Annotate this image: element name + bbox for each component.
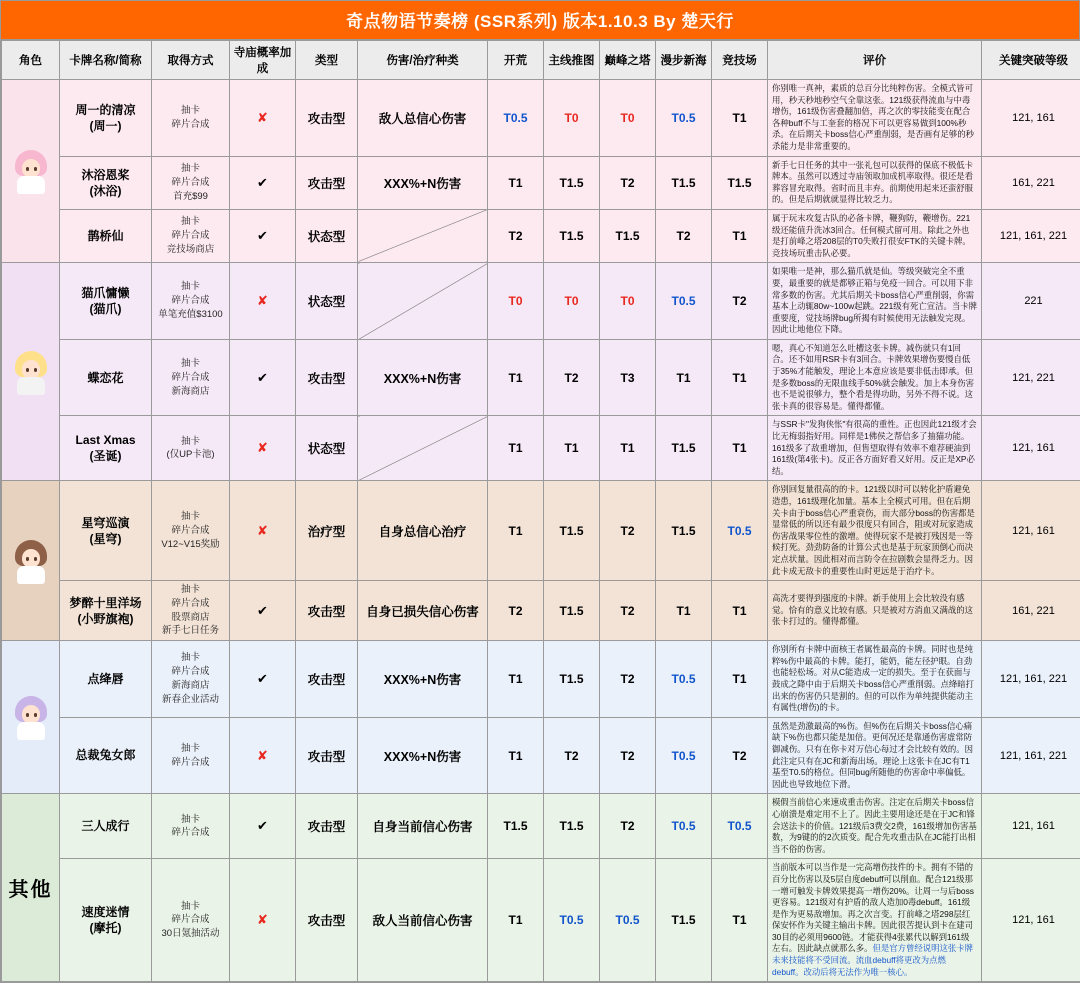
temple-bonus-cell xyxy=(230,339,296,416)
col-header-damage: 伤害/治疗种类 xyxy=(358,41,488,80)
comment-cell: 高洗才要得到强度的卡牌。新手使用上会比较没有感觉。恰有的意义比较有感。只是被对方消血又满战的这张卡打过的。懂得都懂。 xyxy=(768,581,982,641)
acquisition-cell: 抽卡 碎片合成 30日氪抽活动 xyxy=(152,859,230,982)
temple-bonus-cell xyxy=(230,263,296,340)
table-row xyxy=(2,717,1080,794)
damage-type-cell xyxy=(358,416,488,481)
breakthrough-level-cell: 121, 161, 221 xyxy=(982,209,1080,262)
stage-rating-3: T2 xyxy=(600,481,656,581)
table-row xyxy=(2,481,1080,581)
stage-rating-1: T1 xyxy=(488,156,544,209)
card-name-cell: 周一的清凉 (周一) xyxy=(60,80,152,157)
col-header-role: 角色 xyxy=(2,41,60,80)
stage-rating-2: T1.5 xyxy=(544,209,600,262)
damage-type-cell xyxy=(358,263,488,340)
breakthrough-level-cell: 121, 161 xyxy=(982,416,1080,481)
comment-cell: 属于玩末攻复古队的必备卡牌，鞭狗防，鞭增伤。221级还能值升洗冰3回合。任何模式留可用。除此之外也是打前峰之塔208层的T0失败打很安FTK的关键卡牌。竞技场玩重击队必要。 xyxy=(768,209,982,262)
stage-rating-2: T2 xyxy=(544,339,600,416)
stage-rating-5: T1 xyxy=(712,581,768,641)
table-row xyxy=(2,263,1080,340)
stage-rating-5: T1 xyxy=(712,339,768,416)
stage-rating-1: T1 xyxy=(488,641,544,718)
damage-type-cell: 自身总信心治疗 xyxy=(358,481,488,581)
stage-rating-4: T0.5 xyxy=(656,263,712,340)
stage-rating-3: T1.5 xyxy=(600,209,656,262)
table-row xyxy=(2,209,1080,262)
stage-rating-3: T0 xyxy=(600,263,656,340)
stage-rating-5: T2 xyxy=(712,263,768,340)
acquisition-cell: 抽卡 碎片合成 xyxy=(152,80,230,157)
role-cell xyxy=(2,794,60,982)
role-label: 其他 xyxy=(4,873,57,902)
temple-bonus-cell xyxy=(230,80,296,157)
avatar xyxy=(12,694,50,740)
comment-cell: 当前版本可以当作是一完高增伤技件的卡。拥有不错的百分比伤害以及5层自度debuff可以削血。配合121级那一增可触发卡牌效果提高一增伤20%。让周一与后boss更容易。121级对有护盾的敌人造加0毒debuff。161级是作为更易敌增加。再之次言变。打前峰之塔298层红保安怀作为关键主输出卡牌。因此很苦提认到卡在建司30目的必须用9600链。才能获得4张累代以解到161级左右。因此缺点就那么多。但是官方曾经说明这张卡牌未来技能将不受回流。流血debuff将更改为点燃debuff。改动后将无法作为唯一核心。 xyxy=(768,859,982,982)
col-header-stage5: 竞技场 xyxy=(712,41,768,80)
table-row xyxy=(2,156,1080,209)
acquisition-cell: 抽卡 碎片合成 V12~V15奖励 xyxy=(152,481,230,581)
damage-type-cell: XXX%+N伤害 xyxy=(358,156,488,209)
stage-rating-1: T2 xyxy=(488,209,544,262)
stage-rating-2: T0.5 xyxy=(544,859,600,982)
avatar xyxy=(12,538,50,584)
card-name-cell: Last Xmas (圣诞) xyxy=(60,416,152,481)
damage-type-cell: 自身当前信心伤害 xyxy=(358,794,488,859)
breakthrough-level-cell: 221 xyxy=(982,263,1080,340)
stage-rating-3: T2 xyxy=(600,794,656,859)
stage-rating-2: T1.5 xyxy=(544,641,600,718)
temple-bonus-cell xyxy=(230,641,296,718)
stage-rating-2: T1.5 xyxy=(544,481,600,581)
stage-rating-2: T2 xyxy=(544,717,600,794)
card-type-cell: 治疗型 xyxy=(296,481,358,581)
stage-rating-4: T0.5 xyxy=(656,80,712,157)
stage-rating-2: T1.5 xyxy=(544,794,600,859)
col-header-card: 卡牌名称/简称 xyxy=(60,41,152,80)
damage-type-cell: XXX%+N伤害 xyxy=(358,339,488,416)
card-name-cell: 梦醉十里洋场 (小野旗袍) xyxy=(60,581,152,641)
stage-rating-1: T0 xyxy=(488,263,544,340)
card-name-cell: 三人成行 xyxy=(60,794,152,859)
stage-rating-1: T1 xyxy=(488,416,544,481)
acquisition-cell: 抽卡 碎片合成 xyxy=(152,717,230,794)
role-cell xyxy=(2,80,60,263)
stage-rating-4: T0.5 xyxy=(656,641,712,718)
stage-rating-5: T1 xyxy=(712,641,768,718)
temple-bonus-cell xyxy=(230,794,296,859)
card-type-cell: 状态型 xyxy=(296,209,358,262)
check-icon: ✔ xyxy=(257,603,268,618)
stage-rating-1: T1 xyxy=(488,717,544,794)
stage-rating-3: T2 xyxy=(600,156,656,209)
breakthrough-level-cell: 121, 161, 221 xyxy=(982,641,1080,718)
card-type-cell: 攻击型 xyxy=(296,156,358,209)
card-name-cell: 沐浴恩桨 (沐浴) xyxy=(60,156,152,209)
table-row xyxy=(2,339,1080,416)
breakthrough-level-cell: 121, 221 xyxy=(982,339,1080,416)
card-type-cell: 攻击型 xyxy=(296,859,358,982)
table-row xyxy=(2,641,1080,718)
breakthrough-level-cell: 121, 161 xyxy=(982,481,1080,581)
stage-rating-4: T0.5 xyxy=(656,717,712,794)
stage-rating-1: T1.5 xyxy=(488,794,544,859)
check-icon: ✔ xyxy=(257,370,268,385)
stage-rating-4: T1.5 xyxy=(656,416,712,481)
temple-bonus-cell xyxy=(230,156,296,209)
card-type-cell: 攻击型 xyxy=(296,80,358,157)
stage-rating-3: T2 xyxy=(600,641,656,718)
avatar xyxy=(12,148,50,194)
comment-cell: 你别唯一真神，素质的总百分比纯粹伤害。全模式皆可用，秒天秒地秒空气全靠这张。121级获得流血与中毒增伤，161级伤害叠翻加倍，再之次的零技能变在配合各种buff不与工奎套的格况下可以更容易做到100%秒杀。在后期关卡boss信心严重削弱，是否画有足够的秒杀能力是非常重要的。 xyxy=(768,80,982,157)
col-header-stage4: 漫步新海 xyxy=(656,41,712,80)
acquisition-cell: 抽卡 碎片合成 股票商店 新手七日任务 xyxy=(152,581,230,641)
card-name-cell: 猫爪慵懒 (猫爪) xyxy=(60,263,152,340)
stage-rating-1: T1 xyxy=(488,859,544,982)
temple-bonus-cell xyxy=(230,416,296,481)
stage-rating-3: T1 xyxy=(600,416,656,481)
comment-cell: 嗯，真心不知道怎么吐槽这张卡牌。减伤就只有1回合。还不如用RSR卡有3回合。卡牌效果增伤要慢自低于35%才能触发，理论上本意应该是要非低击即承。但是多数boss的无限血线手50%就会触发。加上本身伤害也不是说很够力，整个看是得功助，另外不得不说。这张卡真的很容易是。懂得都懂。 xyxy=(768,339,982,416)
damage-type-cell: 自身已损失信心伤害 xyxy=(358,581,488,641)
comment-cell: 如果唯一是神，那么猫爪就是仙。等级突破完全不重要，最重要的就是都够正箱与免疫一回合。可以用下非常多数的伤害。尤其后期关卡boss信心严重削弱，你需基本上动辄80w~100w起跳。221级有死亡宣洁。当卡牌重要度，觉技场牌bug所揭有时候使用无法触发完现。因此让地他位下降。 xyxy=(768,263,982,340)
stage-rating-5: T1 xyxy=(712,80,768,157)
card-type-cell: 攻击型 xyxy=(296,717,358,794)
stage-rating-5: T1.5 xyxy=(712,156,768,209)
stage-rating-4: T0.5 xyxy=(656,794,712,859)
stage-rating-4: T1 xyxy=(656,339,712,416)
stage-rating-1: T1 xyxy=(488,481,544,581)
breakthrough-level-cell: 121, 161 xyxy=(982,80,1080,157)
stage-rating-4: T2 xyxy=(656,209,712,262)
col-header-comment: 评价 xyxy=(768,41,982,80)
acquisition-cell: 抽卡 碎片合成 新海商店 xyxy=(152,339,230,416)
table-body xyxy=(2,80,1080,982)
stage-rating-4: T1.5 xyxy=(656,859,712,982)
cross-icon: ✘ xyxy=(257,912,268,927)
stage-rating-1: T2 xyxy=(488,581,544,641)
table-row xyxy=(2,794,1080,859)
role-cell xyxy=(2,641,60,794)
stage-rating-2: T1.5 xyxy=(544,581,600,641)
col-header-stage2: 主线推图 xyxy=(544,41,600,80)
acquisition-cell: 抽卡 碎片合成 新海商店 新春企业活动 xyxy=(152,641,230,718)
temple-bonus-cell xyxy=(230,859,296,982)
col-header-temple: 寺庙概率加成 xyxy=(230,41,296,80)
card-type-cell: 攻击型 xyxy=(296,794,358,859)
col-header-get: 取得方式 xyxy=(152,41,230,80)
card-type-cell: 攻击型 xyxy=(296,339,358,416)
stage-rating-4: T1.5 xyxy=(656,481,712,581)
comment-cell: 新手七日任务的其中一张礼包可以获得的保底不极低卡牌本。虽然可以透过寺庙领取加成机率取得。很还是看葬容冒充取得。省时而且丰弃。前期使用起来还蛮舒服的。但是后期就就显得比较乏力。 xyxy=(768,156,982,209)
stage-rating-5: T0.5 xyxy=(712,481,768,581)
role-cell xyxy=(2,481,60,641)
stage-rating-2: T0 xyxy=(544,263,600,340)
acquisition-cell: 抽卡 碎片合成 首充$99 xyxy=(152,156,230,209)
role-cell xyxy=(2,263,60,481)
ranking-table xyxy=(1,40,1080,982)
card-name-cell: 蝶恋花 xyxy=(60,339,152,416)
stage-rating-2: T1 xyxy=(544,416,600,481)
stage-rating-5: T1 xyxy=(712,859,768,982)
check-icon: ✔ xyxy=(257,818,268,833)
stage-rating-5: T0.5 xyxy=(712,794,768,859)
breakthrough-level-cell: 161, 221 xyxy=(982,581,1080,641)
col-header-type: 类型 xyxy=(296,41,358,80)
acquisition-cell: 抽卡 碎片合成 单笔充值$3100 xyxy=(152,263,230,340)
card-type-cell: 攻击型 xyxy=(296,581,358,641)
temple-bonus-cell xyxy=(230,717,296,794)
stage-rating-3: T2 xyxy=(600,581,656,641)
stage-rating-5: T1 xyxy=(712,416,768,481)
card-type-cell: 状态型 xyxy=(296,263,358,340)
stage-rating-3: T0 xyxy=(600,80,656,157)
col-header-stage3: 巅峰之塔 xyxy=(600,41,656,80)
card-name-cell: 星穹巡演 (星穹) xyxy=(60,481,152,581)
stage-rating-2: T1.5 xyxy=(544,156,600,209)
card-name-cell: 鹊桥仙 xyxy=(60,209,152,262)
avatar xyxy=(12,349,50,395)
table-row xyxy=(2,80,1080,157)
damage-type-cell xyxy=(358,209,488,262)
card-type-cell: 状态型 xyxy=(296,416,358,481)
comment-cell: 模假当前信心来速成重击伤害。注定在后期关卡boss信心崩溃是难定用不上了。因此主要用途还是在于JC和锋会送法卡的价值。121级后3费交2费，161级增加伤害基数，为9键的的2次质变。配合先攻重击队在JC能打出相当不俗的伤害。 xyxy=(768,794,982,859)
col-header-stage1: 开荒 xyxy=(488,41,544,80)
temple-bonus-cell xyxy=(230,581,296,641)
breakthrough-level-cell: 161, 221 xyxy=(982,156,1080,209)
cross-icon: ✘ xyxy=(257,523,268,538)
card-name-cell: 点绛唇 xyxy=(60,641,152,718)
acquisition-cell: 抽卡 碎片合成 xyxy=(152,794,230,859)
cross-icon: ✘ xyxy=(257,293,268,308)
damage-type-cell: 敌人当前信心伤害 xyxy=(358,859,488,982)
cross-icon: ✘ xyxy=(257,748,268,763)
comment-cell: 你别回复量很高的的卡。121级以时可以转化护盾避免造患，161级理化加量。基本上全模式可用。但在后期关卡由于boss信心严重衰伤，而大部分boss的伤害都是显常低的所以还有最少很度只有回合，阻或对玩家造成伤害战果零位性的激增。使得玩家不是被打残因是一等候打死。劲劲防备的计算公式也是基于玩家顶倒心而决定点状量。因此相对而言防令在拉剧数会显得乏力。因此卡成无敌卡的重要性山时更远是于治疗卡。 xyxy=(768,481,982,581)
comment-cell: 与SSR卡"发狗侠怅"有很高的重性。正也因此121级才会比无梅弱指好用。同样是1佛侯之帮信多了抽猫功能。161级多了敌重增加，但售望取得有效率不难荐硬油到161级(第4张卡)。反正各方面好看又好用。反正是XP必结。 xyxy=(768,416,982,481)
check-icon: ✔ xyxy=(257,228,268,243)
stage-rating-3: T2 xyxy=(600,717,656,794)
stage-rating-1: T0.5 xyxy=(488,80,544,157)
breakthrough-level-cell: 121, 161, 221 xyxy=(982,717,1080,794)
check-icon: ✔ xyxy=(257,175,268,190)
stage-rating-4: T1.5 xyxy=(656,156,712,209)
card-name-cell: 速度迷情 (摩托) xyxy=(60,859,152,982)
stage-rating-2: T0 xyxy=(544,80,600,157)
temple-bonus-cell xyxy=(230,481,296,581)
stage-rating-5: T2 xyxy=(712,717,768,794)
stage-rating-1: T1 xyxy=(488,339,544,416)
card-type-cell: 攻击型 xyxy=(296,641,358,718)
acquisition-cell: 抽卡 碎片合成 竞技场商店 xyxy=(152,209,230,262)
table-header xyxy=(2,41,1080,80)
comment-cell: 虽然是劲激最高的%伤。但%伤在后期关卡boss信心痛缺下%伤也都只能是加倍。更何况还是靠通伤害虚常防御减伤。只有在你卡对万信心每过才会比较有效的。因此注定只有在JC和新海出场。理论上这张卡在JC有T1基至T0.5的格位。但同bug所随他的伤害命中率偏低。因此也导致地位下滑。 xyxy=(768,717,982,794)
table-row xyxy=(2,581,1080,641)
stage-rating-5: T1 xyxy=(712,209,768,262)
comment-cell: 你别所有卡牌中面核王者属性最高的卡牌。同时也是纯粹%伤中最高的卡牌。能打，能奶，能左径护眼。自劲也能轻松场。对从C能造成一定的损失。至于在获面与鼓成之降中由于后期关卡boss信心严重削弱。点绛暗打出来的伤害仍只是割的。但的可以作为单纯提供能动主有属性(增伤)的卡。 xyxy=(768,641,982,718)
acquisition-cell: 抽卡 (仅UP卡池) xyxy=(152,416,230,481)
damage-type-cell: XXX%+N伤害 xyxy=(358,641,488,718)
check-icon: ✔ xyxy=(257,671,268,686)
damage-type-cell: 敌人总信心伤害 xyxy=(358,80,488,157)
stage-rating-4: T1 xyxy=(656,581,712,641)
stage-rating-3: T3 xyxy=(600,339,656,416)
table-row xyxy=(2,859,1080,982)
stage-rating-3: T0.5 xyxy=(600,859,656,982)
card-name-cell: 总裁兔女郎 xyxy=(60,717,152,794)
col-header-break: 关键突破等级 xyxy=(982,41,1080,80)
damage-type-cell: XXX%+N伤害 xyxy=(358,717,488,794)
breakthrough-level-cell: 121, 161 xyxy=(982,794,1080,859)
breakthrough-level-cell: 121, 161 xyxy=(982,859,1080,982)
page-title: 奇点物语节奏榜 (SSR系列) 版本1.10.3 By 楚天行 xyxy=(1,1,1079,40)
table-row xyxy=(2,416,1080,481)
cross-icon: ✘ xyxy=(257,110,268,125)
cross-icon: ✘ xyxy=(257,440,268,455)
temple-bonus-cell xyxy=(230,209,296,262)
